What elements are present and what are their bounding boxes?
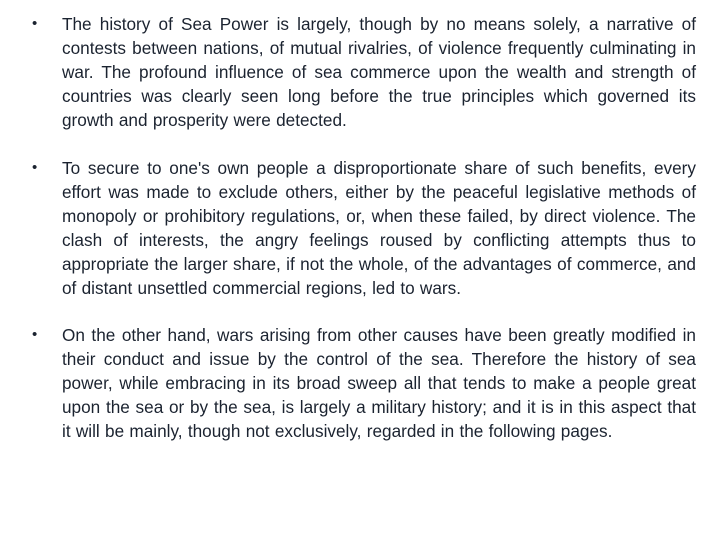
bullet-marker: • bbox=[32, 159, 38, 176]
bullet-text: The history of Sea Power is largely, though by no means solely, a narrative of contests between nations, of mutual rivalries, of violence frequently culminating in war. The profound influence of sea commerce upon the wealth and strength of countries was clearly seen long before the true principles which governed its growth and prosperity were detected. bbox=[62, 14, 696, 130]
bullet-item bbox=[32, 12, 696, 132]
bullet-text: On the other hand, wars arising from other causes have been greatly modified in their conduct and issue by the control of the sea. Therefore the history of sea power, while embracing in its broad sweep all that tends to make a people great upon the sea or by the sea, is largely a military history; and it is in this aspect that it will be mainly, though not exclusively, regarded in the following pages. bbox=[62, 325, 696, 441]
bullet-item bbox=[32, 323, 696, 443]
bullet-list bbox=[32, 12, 696, 467]
bullet-text: To secure to one's own people a disproportionate share of such benefits, every effort was made to exclude others, either by the peaceful legislative methods of monopoly or prohibitory regulations, or, when these failed, by direct violence. The clash of interests, the angry feelings roused by conflicting attempts thus to appropriate the larger share, if not the whole, of the advantages of commerce, and of distant unsettled commercial regions, led to wars. bbox=[62, 158, 696, 298]
bullet-marker: • bbox=[32, 15, 38, 32]
bullet-marker: • bbox=[32, 326, 38, 343]
bullet-item bbox=[32, 156, 696, 300]
